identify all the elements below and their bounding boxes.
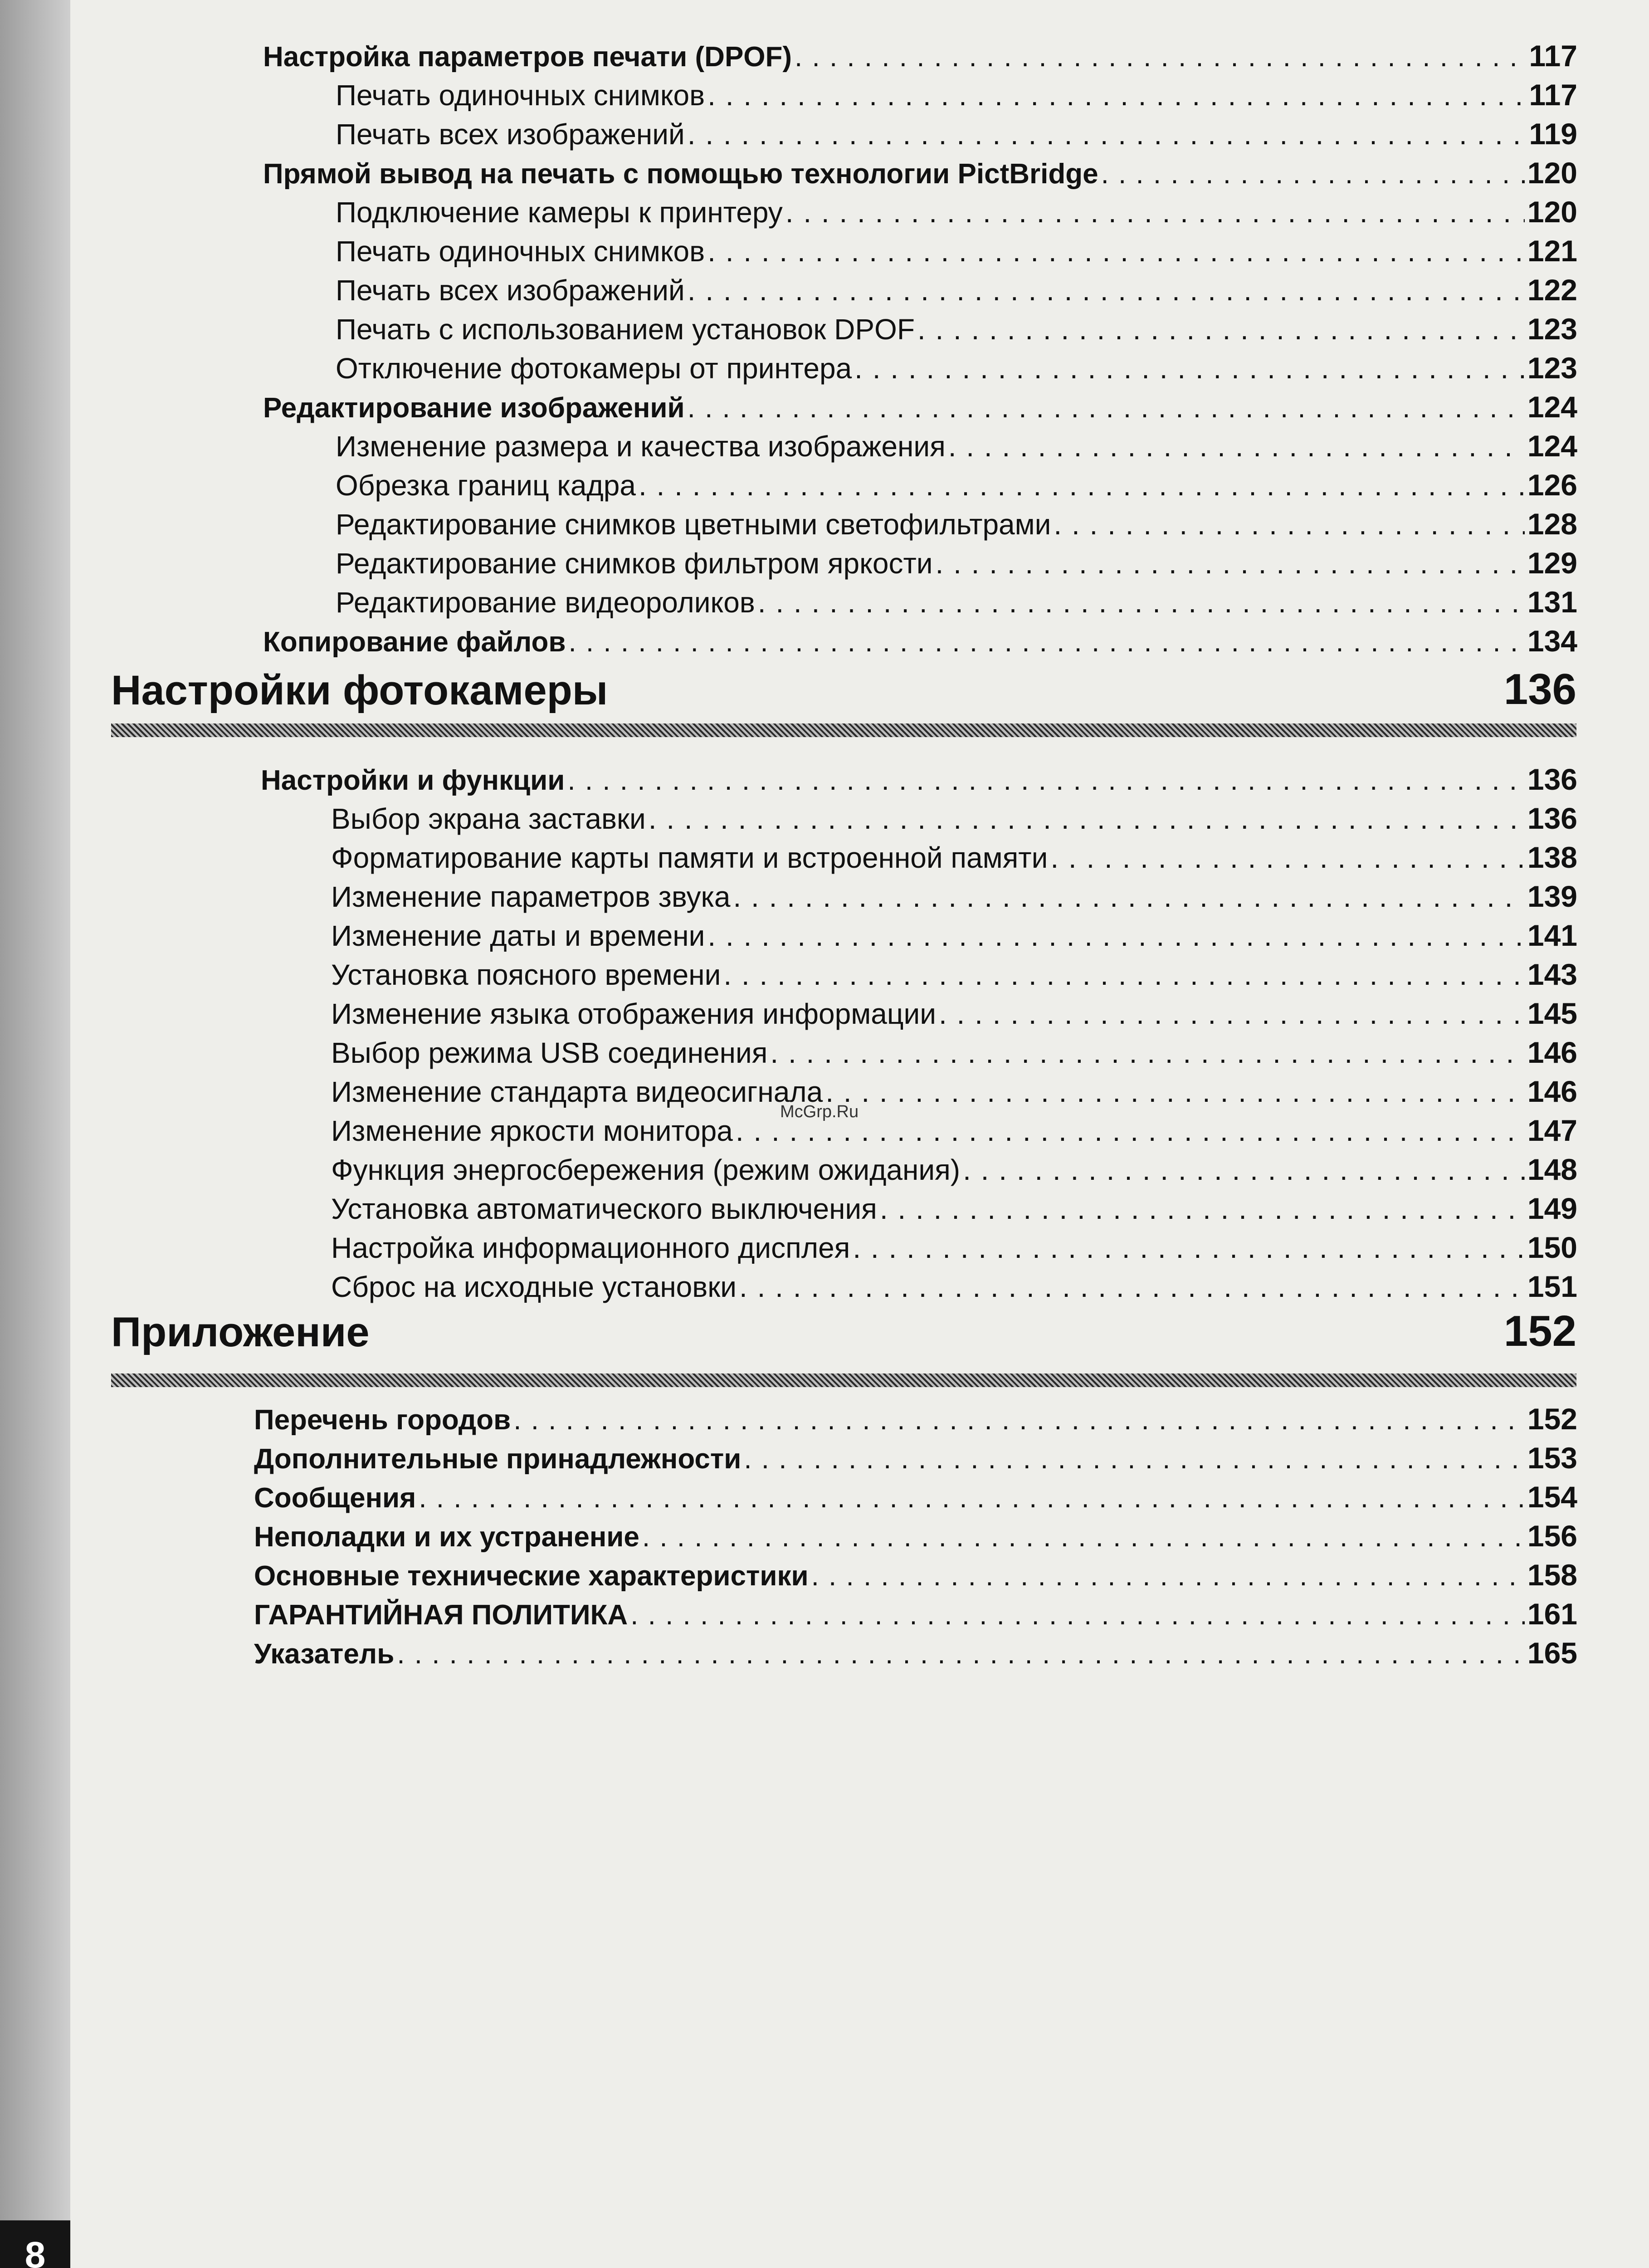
toc-entry[interactable] bbox=[331, 957, 1577, 996]
toc-entry[interactable] bbox=[254, 1558, 1577, 1597]
section-rule bbox=[111, 1374, 1576, 1387]
toc-entry[interactable] bbox=[336, 507, 1577, 546]
toc-entry-title: Установка автоматического выключения bbox=[331, 1193, 877, 1225]
section-rule bbox=[111, 723, 1576, 737]
toc-entry[interactable] bbox=[331, 1230, 1577, 1269]
toc-leader-dots bbox=[963, 1153, 1525, 1187]
section-header-appendix bbox=[111, 1306, 1576, 1356]
toc-entry-title: Изменение размера и качества изображения bbox=[336, 430, 946, 463]
toc-entry[interactable] bbox=[331, 918, 1577, 957]
toc-leader-dots bbox=[688, 274, 1525, 307]
toc-entry-title: Установка поясного времени bbox=[331, 958, 721, 991]
toc-leader-dots bbox=[825, 1075, 1525, 1109]
toc-entry-page: 128 bbox=[1527, 507, 1577, 541]
toc-entry-page: 165 bbox=[1527, 1636, 1577, 1670]
toc-leader-dots bbox=[853, 1231, 1525, 1265]
toc-entry-page: 145 bbox=[1527, 997, 1577, 1030]
toc-entry-title: Функция энергосбережения (режим ожидания) bbox=[331, 1154, 961, 1186]
toc-entry-page: 131 bbox=[1527, 585, 1577, 619]
toc-entry-page: 161 bbox=[1527, 1597, 1577, 1631]
toc-entry-page: 124 bbox=[1527, 429, 1577, 463]
toc-entry-title: Настройка параметров печати (DPOF) bbox=[263, 41, 792, 73]
toc-entry-title: Отключение фотокамеры от принтера bbox=[336, 352, 852, 385]
toc-entry-title: Указатель bbox=[254, 1638, 395, 1670]
toc-entry[interactable] bbox=[336, 351, 1577, 390]
toc-entry-page: 120 bbox=[1527, 195, 1577, 229]
toc-leader-dots bbox=[707, 919, 1525, 953]
toc-entry[interactable] bbox=[261, 762, 1577, 801]
toc-leader-dots bbox=[639, 469, 1525, 502]
toc-entry-title: Печать одиночных снимков bbox=[336, 79, 705, 112]
section-page: 152 bbox=[1503, 1307, 1576, 1355]
toc-entry[interactable] bbox=[331, 801, 1577, 840]
toc-leader-dots bbox=[811, 1560, 1525, 1592]
toc-entry-page: 119 bbox=[1529, 117, 1577, 151]
toc-entry-title: Печать всех изображений bbox=[336, 274, 685, 307]
section-header-settings bbox=[111, 665, 1576, 714]
toc-leader-dots bbox=[736, 1114, 1525, 1148]
toc-entry-page: 147 bbox=[1527, 1114, 1577, 1147]
toc-entry[interactable] bbox=[336, 195, 1577, 234]
toc-entry-page: 124 bbox=[1527, 390, 1577, 424]
toc-entry-page: 129 bbox=[1527, 546, 1577, 580]
toc-entry-page: 146 bbox=[1527, 1075, 1577, 1108]
toc-leader-dots bbox=[568, 626, 1524, 658]
toc-leader-dots bbox=[688, 392, 1525, 424]
toc-entry-page: 138 bbox=[1527, 841, 1577, 874]
toc-entry-title: Неполадки и их устранение bbox=[254, 1521, 639, 1553]
toc-entry[interactable] bbox=[336, 585, 1577, 624]
toc-entry-page: 136 bbox=[1527, 763, 1577, 796]
toc-entry[interactable] bbox=[336, 468, 1577, 507]
toc-leader-dots bbox=[707, 235, 1525, 268]
toc-entry-title: Изменение даты и времени bbox=[331, 919, 705, 952]
toc-entry-page: 158 bbox=[1527, 1558, 1577, 1592]
toc-entry-title: Сброс на исходные установки bbox=[331, 1271, 737, 1303]
toc-entry-title: Выбор экрана заставки bbox=[331, 802, 646, 835]
toc-entry-page: 154 bbox=[1527, 1480, 1577, 1514]
toc-leader-dots bbox=[880, 1192, 1525, 1226]
toc-entry[interactable] bbox=[263, 390, 1577, 429]
toc-entry-title: Перечень городов bbox=[254, 1404, 511, 1436]
toc-entry-title: Печать с использованием установок DPOF bbox=[336, 313, 915, 346]
toc-entry[interactable] bbox=[254, 1519, 1577, 1558]
toc-leader-dots bbox=[707, 78, 1526, 112]
toc-entry-page: 136 bbox=[1527, 802, 1577, 835]
toc-entry[interactable] bbox=[336, 546, 1577, 585]
toc-entry[interactable] bbox=[331, 879, 1577, 918]
watermark: McGrp.Ru bbox=[780, 1102, 859, 1121]
page-number: 8 bbox=[0, 2220, 70, 2268]
toc-leader-dots bbox=[630, 1599, 1525, 1631]
toc-entry-title: Изменение языка отображения информации bbox=[331, 997, 936, 1030]
toc-entry-title: Изменение яркости монитора bbox=[331, 1114, 733, 1147]
toc-leader-dots bbox=[739, 1270, 1525, 1304]
toc-entry-page: 139 bbox=[1527, 880, 1577, 913]
toc-entry-title: Настройки и функции bbox=[261, 765, 565, 796]
toc-leader-dots bbox=[758, 586, 1525, 619]
toc-entry-title: Печать одиночных снимков bbox=[336, 235, 705, 268]
toc-entry-title: Подключение камеры к принтеру bbox=[336, 196, 783, 229]
toc-entry-page: 117 bbox=[1529, 39, 1577, 73]
toc-entry[interactable] bbox=[331, 1191, 1577, 1230]
toc-entry-title: Редактирование изображений bbox=[263, 392, 685, 424]
toc-entry-page: 126 bbox=[1527, 468, 1577, 502]
toc-entry-page: 152 bbox=[1527, 1402, 1577, 1436]
left-margin-strip bbox=[0, 0, 70, 2268]
toc-entry-title: Редактирование видеороликов bbox=[336, 586, 755, 619]
toc-entry-page: 156 bbox=[1527, 1519, 1577, 1553]
toc-leader-dots bbox=[649, 802, 1525, 836]
toc-entry[interactable] bbox=[254, 1441, 1577, 1480]
toc-entry-title: Прямой вывод на печать с помощью технологии PictBridge bbox=[263, 158, 1098, 190]
section-page: 136 bbox=[1503, 665, 1576, 714]
toc-leader-dots bbox=[1050, 841, 1525, 875]
toc-entry-page: 123 bbox=[1527, 312, 1577, 346]
toc-entry-page: 143 bbox=[1527, 958, 1577, 991]
toc-entry[interactable] bbox=[336, 273, 1577, 312]
toc-leader-dots bbox=[513, 1404, 1525, 1436]
toc-entry[interactable] bbox=[336, 429, 1577, 468]
toc-entry-title: Дополнительные принадлежности bbox=[254, 1443, 742, 1475]
section-title: Приложение bbox=[111, 1309, 370, 1355]
toc-leader-dots bbox=[770, 1036, 1525, 1070]
toc-entry-page: 122 bbox=[1527, 273, 1577, 307]
toc-entry-page: 151 bbox=[1527, 1270, 1577, 1303]
toc-leader-dots bbox=[948, 430, 1525, 463]
toc-entry-title: Редактирование снимков фильтром яркости bbox=[336, 547, 933, 580]
toc-leader-dots bbox=[567, 764, 1524, 797]
toc-entry-page: 149 bbox=[1527, 1192, 1577, 1225]
toc-entry[interactable] bbox=[331, 1035, 1577, 1074]
toc-entry-title: Изменение параметров звука bbox=[331, 880, 731, 913]
toc-leader-dots bbox=[723, 958, 1525, 992]
toc-entry-page: 150 bbox=[1527, 1231, 1577, 1264]
toc-leader-dots bbox=[397, 1638, 1525, 1670]
toc-entry-page: 148 bbox=[1527, 1153, 1577, 1186]
toc-entry-title: ГАРАНТИЙНАЯ ПОЛИТИКА bbox=[254, 1599, 628, 1631]
toc-entry-title: Изменение стандарта видеосигнала bbox=[331, 1075, 823, 1108]
toc-leader-dots bbox=[854, 352, 1525, 385]
toc-leader-dots bbox=[688, 117, 1527, 151]
toc-entry-title: Сообщения bbox=[254, 1482, 416, 1514]
toc-entry-page: 117 bbox=[1529, 78, 1577, 112]
toc-entry-page: 120 bbox=[1527, 156, 1577, 190]
toc-entry-title: Основные технические характеристики bbox=[254, 1560, 809, 1592]
toc-entry-title: Редактирование снимков цветными светофильтрами bbox=[336, 508, 1051, 541]
toc-entry-title: Печать всех изображений bbox=[336, 118, 685, 151]
toc-leader-dots bbox=[939, 997, 1525, 1031]
section-title: Настройки фотокамеры bbox=[111, 667, 608, 714]
toc-entry[interactable] bbox=[331, 840, 1577, 879]
toc-entry[interactable] bbox=[336, 312, 1577, 351]
toc-entry-page: 153 bbox=[1527, 1441, 1577, 1475]
toc-entry-title: Копирование файлов bbox=[263, 626, 566, 658]
toc-entry-title: Настройка информационного дисплея bbox=[331, 1232, 850, 1264]
toc-entry[interactable] bbox=[336, 234, 1577, 273]
toc-leader-dots bbox=[1054, 508, 1525, 541]
toc-entry[interactable] bbox=[336, 117, 1577, 156]
toc-leader-dots bbox=[744, 1443, 1525, 1475]
toc-leader-dots bbox=[795, 41, 1526, 73]
toc-entry[interactable] bbox=[331, 1113, 1577, 1152]
toc-entry[interactable] bbox=[331, 1152, 1577, 1191]
toc-entry[interactable] bbox=[263, 39, 1577, 78]
toc-entry-title: Выбор режима USB соединения bbox=[331, 1036, 768, 1069]
toc-leader-dots bbox=[642, 1521, 1525, 1553]
toc-entry[interactable] bbox=[254, 1597, 1577, 1636]
toc-entry-page: 123 bbox=[1527, 351, 1577, 385]
toc-leader-dots bbox=[936, 547, 1525, 580]
toc-entry[interactable] bbox=[331, 1074, 1577, 1113]
toc-entry[interactable] bbox=[254, 1402, 1577, 1441]
toc-entry-page: 134 bbox=[1527, 624, 1577, 658]
toc-leader-dots bbox=[917, 313, 1525, 346]
toc-leader-dots bbox=[733, 880, 1524, 914]
toc-entry[interactable] bbox=[263, 624, 1577, 663]
toc-entry-page: 141 bbox=[1527, 919, 1577, 952]
toc-leader-dots bbox=[419, 1482, 1525, 1514]
toc-entry[interactable] bbox=[331, 996, 1577, 1035]
toc-entry[interactable] bbox=[336, 78, 1577, 117]
toc-entry-page: 121 bbox=[1527, 234, 1577, 268]
toc-leader-dots bbox=[1101, 158, 1525, 190]
toc-entry-title: Форматирование карты памяти и встроенной памяти bbox=[331, 841, 1048, 874]
toc-entry[interactable] bbox=[263, 156, 1577, 195]
toc-entry[interactable] bbox=[331, 1269, 1577, 1308]
toc-entry[interactable] bbox=[254, 1480, 1577, 1519]
toc-entry-page: 146 bbox=[1527, 1036, 1577, 1069]
toc-entry-title: Обрезка границ кадра bbox=[336, 469, 636, 502]
toc-leader-dots bbox=[785, 196, 1525, 229]
toc-entry[interactable] bbox=[254, 1636, 1577, 1675]
